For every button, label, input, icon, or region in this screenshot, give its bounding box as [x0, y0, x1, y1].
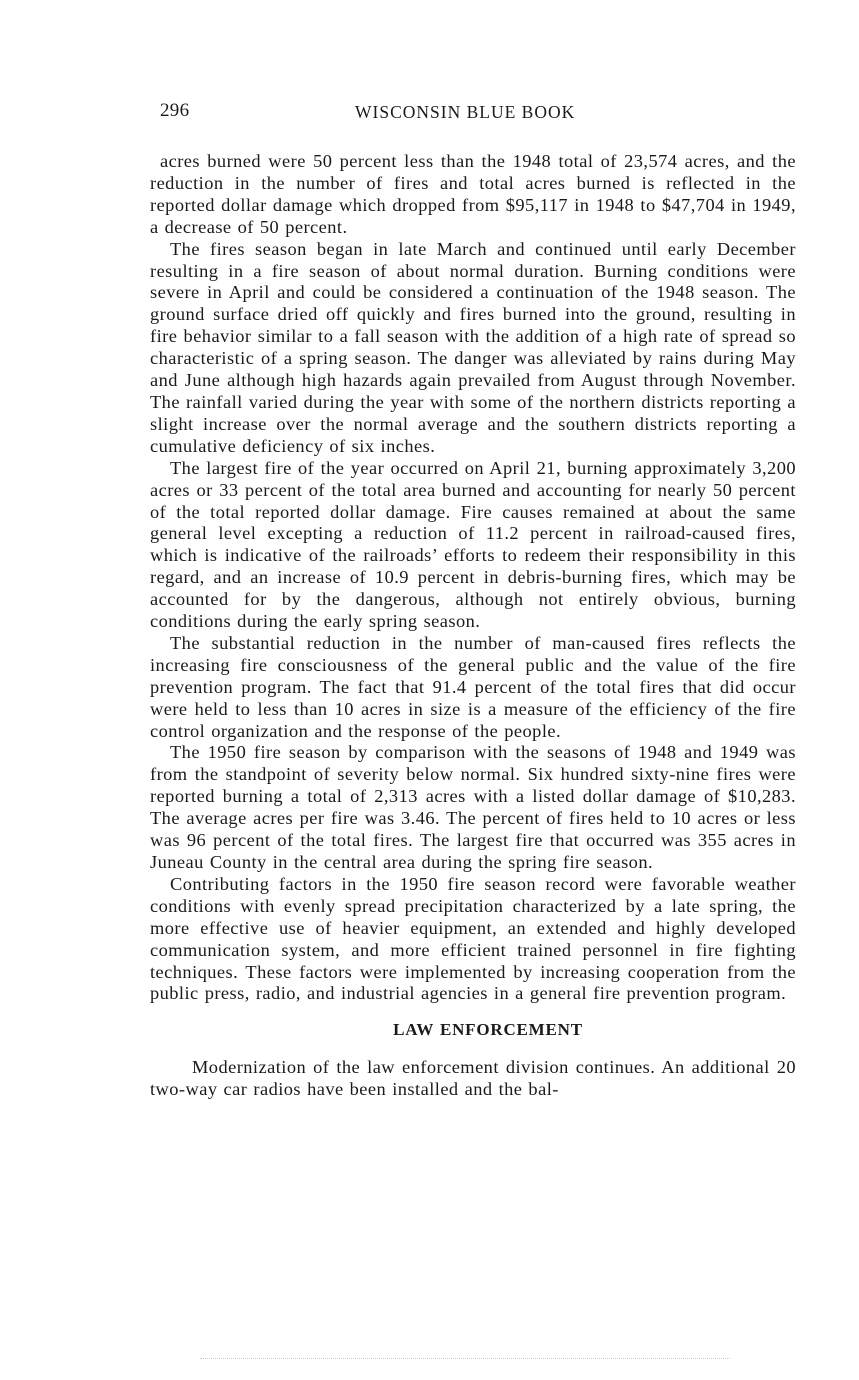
paragraph: The fires season began in late March and continued until early December resulting in a fire season of about normal duration. Burning conditions were severe in April and could be considered a continuation of the 1948 season. The ground surface dried off quickly and fires burned into the ground, resulting in fire behavior similar to a fall season with the addition of a high rate of spread so characteristic of a spring season. The danger was alleviated by rains during May and June although high hazards again prevailed from August through November. The rainfall varied during the year with some of the northern districts reporting a slight increase over the normal average and the southern districts reporting a cumulative deficiency of six inches. — [150, 238, 796, 456]
paragraph: The largest fire of the year occurred on April 21, burning approximately 3,200 acres or 33 percent of the total area burned and accounting for nearly 50 percent of the total reported dollar damage. Fire causes remained at about the same general level excepting a reduction of 11.2 percent in railroad-caused fires, which is indicative of the railroads’ efforts to redeem their responsibility in this regard, and an increase of 10.9 percent in debris-burning fires, which may be accounted for by the dangerous, although not entirely obvious, burning conditions during the early spring season. — [150, 457, 796, 632]
paragraph: acres burned were 50 percent less than the 1948 total of 23,574 acres, and the reduction in the number of fires and total acres burned is reflected in the reported dollar damage which dropped from $95,117 in 1948 to $47,704 in 1949, a decrease of 50 percent. — [150, 151, 796, 237]
paragraph: The 1950 fire season by comparison with the seasons of 1948 and 1949 was from the standpoint of severity below normal. Six hundred sixty-nine fires were reported burning a total of 2,313 acres with a listed dollar damage of $10,283. The average acres per fire was 3.46. The percent of fires held to 10 acres or less was 96 percent of the total fires. The largest fire that occurred was 355 acres in Juneau County in the central area during the spring fire season. — [150, 742, 796, 872]
page-number: 296 — [160, 100, 190, 121]
paragraph: The substantial reduction in the number of man-caused fires reflects the increasing fire consciousness of the general public and the value of the fire prevention program. The fact that 91.4 percent of the total fires that did occur were held to less than 10 acres in size is a measure of the efficiency of the fire control organization and the response of the people. — [150, 632, 796, 741]
running-head — [160, 100, 800, 126]
body-text — [150, 151, 796, 1101]
paragraph: Contributing factors in the 1950 fire season record were favorable weather conditions with evenly spread precipitation characterized by a late spring, the more effective use of heavier equipment, an extended and highly developed communication system, and more efficient trained personnel in fire fighting techniques. These factors were implemented by increasing cooperation from the public press, radio, and industrial agencies in a general fire prevention program. — [150, 873, 796, 1004]
book-title: WISCONSIN BLUE BOOK — [355, 102, 576, 122]
scan-marks — [200, 1358, 730, 1363]
section-heading: LAW ENFORCEMENT — [393, 1020, 583, 1040]
paragraph: Modernization of the law enforcement division continues. An additional 20 two-way car radios have been installed and the bal- — [150, 1057, 796, 1100]
